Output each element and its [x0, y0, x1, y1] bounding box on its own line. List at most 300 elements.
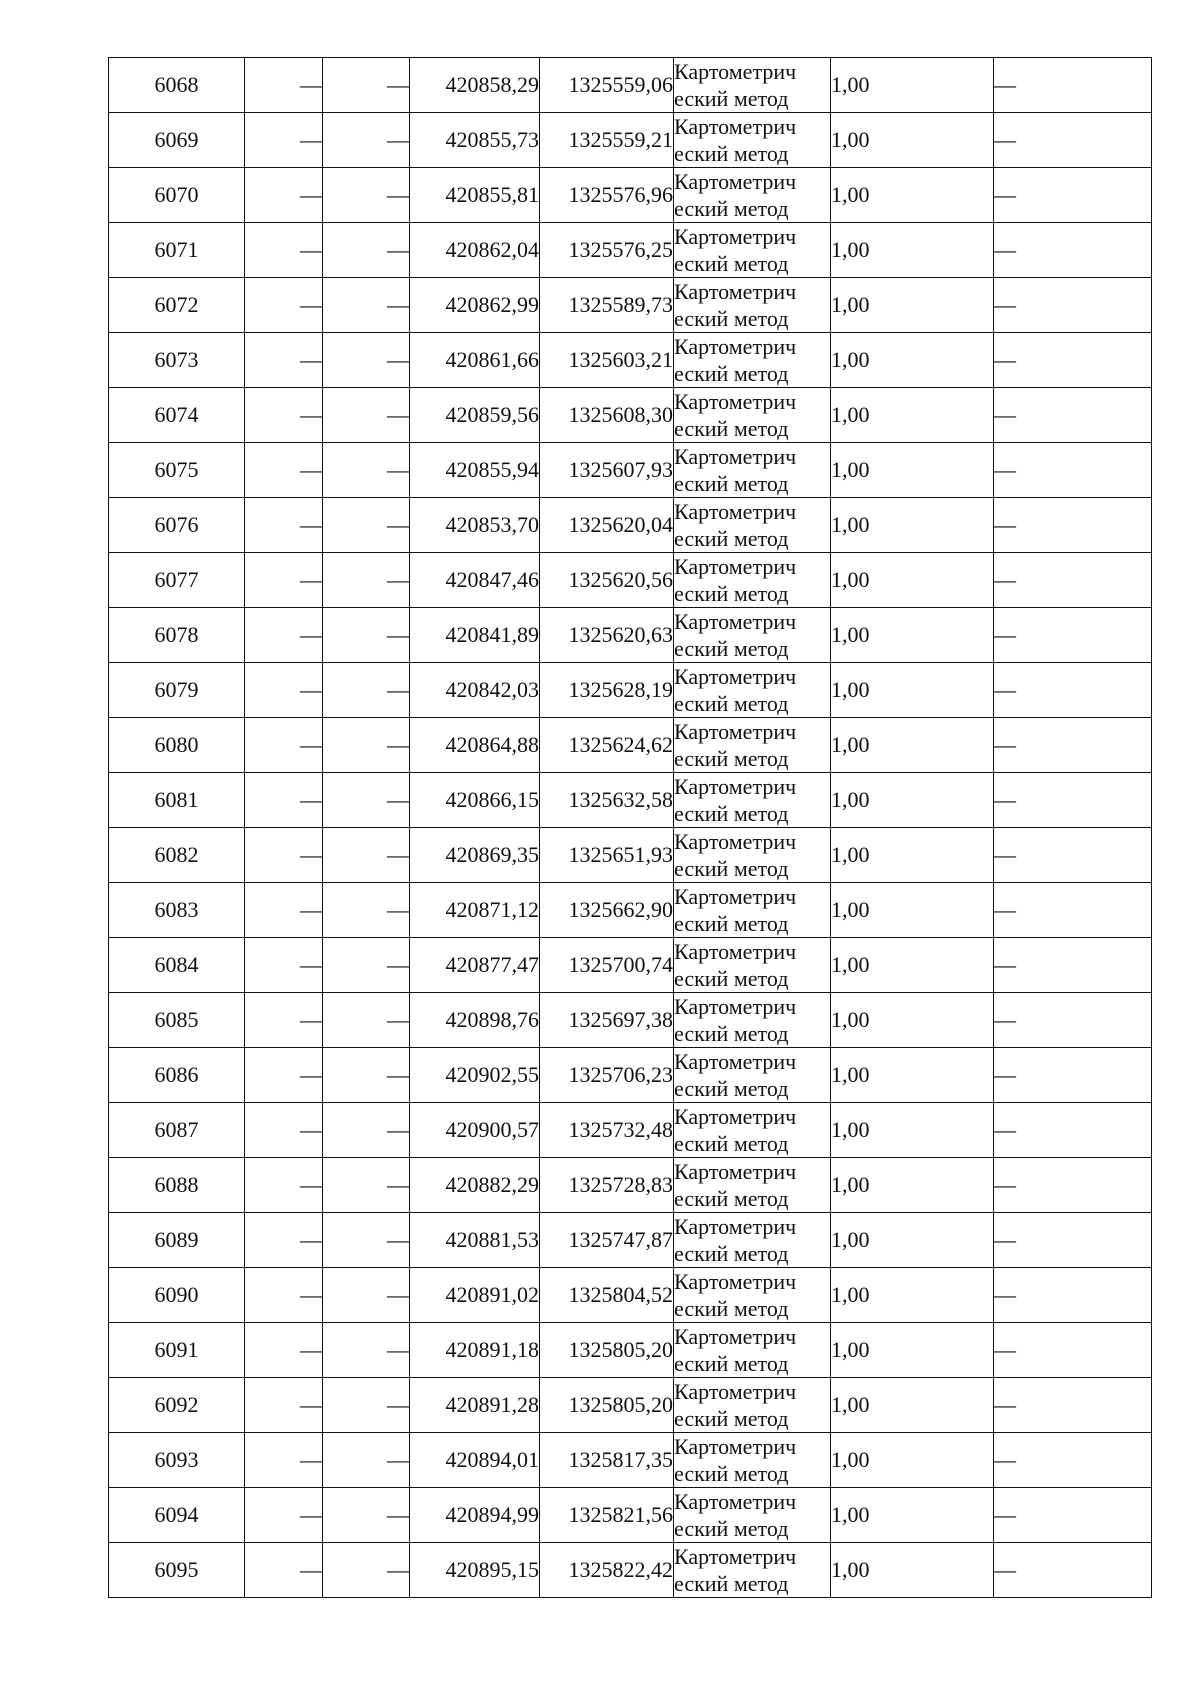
table-row [109, 828, 1152, 883]
description-cell: — [994, 1268, 1152, 1323]
y-coordinate-cell: 1325697,38 [540, 993, 674, 1048]
y-coordinate-cell: 1325804,52 [540, 1268, 674, 1323]
table-row [109, 113, 1152, 168]
table-row [109, 58, 1152, 113]
point-number-cell: 6095 [109, 1543, 245, 1598]
description-cell: — [994, 773, 1152, 828]
description-cell: — [994, 498, 1152, 553]
accuracy-cell: 1,00 [831, 1213, 994, 1268]
empty-value-cell: — [245, 333, 323, 388]
y-coordinate-cell: 1325662,90 [540, 883, 674, 938]
method-label-line1: Картометрич [674, 664, 797, 689]
x-coordinate-cell: 420859,56 [410, 388, 540, 443]
y-coordinate-cell: 1325576,25 [540, 223, 674, 278]
accuracy-cell: 1,00 [831, 333, 994, 388]
empty-value-cell: — [245, 1158, 323, 1213]
y-coordinate-cell: 1325624,62 [540, 718, 674, 773]
accuracy-cell: 1,00 [831, 388, 994, 443]
method-label-line2: еский метод [674, 1241, 789, 1266]
method-label-line2: еский метод [674, 141, 789, 166]
point-number-cell: 6068 [109, 58, 245, 113]
method-cell [674, 498, 831, 553]
description-cell: — [994, 1213, 1152, 1268]
point-number-cell: 6071 [109, 223, 245, 278]
method-label-line2: еский метод [674, 1516, 789, 1541]
point-number-cell: 6079 [109, 663, 245, 718]
x-coordinate-cell: 420871,12 [410, 883, 540, 938]
empty-value-cell: — [245, 113, 323, 168]
accuracy-cell: 1,00 [831, 1543, 994, 1598]
method-label-line1: Картометрич [674, 774, 797, 799]
method-label-line1: Картометрич [674, 1544, 797, 1569]
empty-value-cell: — [323, 1268, 410, 1323]
method-label-line1: Картометрич [674, 719, 797, 744]
empty-value-cell: — [245, 58, 323, 113]
table-row [109, 1543, 1152, 1598]
point-number-cell: 6093 [109, 1433, 245, 1488]
method-label-line2: еский метод [674, 966, 789, 991]
y-coordinate-cell: 1325559,21 [540, 113, 674, 168]
method-label-line1: Картометрич [674, 389, 797, 414]
point-number-cell: 6083 [109, 883, 245, 938]
description-cell: — [994, 113, 1152, 168]
method-label-line1: Картометрич [674, 829, 797, 854]
y-coordinate-cell: 1325608,30 [540, 388, 674, 443]
empty-value-cell: — [245, 993, 323, 1048]
y-coordinate-cell: 1325728,83 [540, 1158, 674, 1213]
method-cell [674, 113, 831, 168]
description-cell: — [994, 1158, 1152, 1213]
accuracy-cell: 1,00 [831, 1158, 994, 1213]
method-label-line1: Картометрич [674, 1159, 797, 1184]
method-label-line2: еский метод [674, 746, 789, 771]
empty-value-cell: — [323, 1488, 410, 1543]
point-number-cell: 6088 [109, 1158, 245, 1213]
method-label-line2: еский метод [674, 691, 789, 716]
table-row [109, 333, 1152, 388]
empty-value-cell: — [245, 498, 323, 553]
empty-value-cell: — [245, 1048, 323, 1103]
empty-value-cell: — [323, 718, 410, 773]
description-cell: — [994, 388, 1152, 443]
table-row [109, 498, 1152, 553]
accuracy-cell: 1,00 [831, 663, 994, 718]
accuracy-cell: 1,00 [831, 113, 994, 168]
table-row [109, 773, 1152, 828]
method-label-line1: Картометрич [674, 1104, 797, 1129]
x-coordinate-cell: 420877,47 [410, 938, 540, 993]
description-cell: — [994, 828, 1152, 883]
table-row [109, 553, 1152, 608]
method-label-line2: еский метод [674, 1186, 789, 1211]
x-coordinate-cell: 420855,81 [410, 168, 540, 223]
accuracy-cell: 1,00 [831, 993, 994, 1048]
table-row [109, 1488, 1152, 1543]
method-cell [674, 1488, 831, 1543]
y-coordinate-cell: 1325603,21 [540, 333, 674, 388]
empty-value-cell: — [323, 1433, 410, 1488]
point-number-cell: 6086 [109, 1048, 245, 1103]
description-cell: — [994, 1103, 1152, 1158]
coordinates-table [108, 57, 1152, 1598]
y-coordinate-cell: 1325628,19 [540, 663, 674, 718]
method-cell [674, 1543, 831, 1598]
accuracy-cell: 1,00 [831, 1323, 994, 1378]
accuracy-cell: 1,00 [831, 278, 994, 333]
table-row [109, 1323, 1152, 1378]
method-label-line1: Картометрич [674, 444, 797, 469]
y-coordinate-cell: 1325817,35 [540, 1433, 674, 1488]
empty-value-cell: — [323, 1543, 410, 1598]
empty-value-cell: — [245, 1323, 323, 1378]
accuracy-cell: 1,00 [831, 58, 994, 113]
empty-value-cell: — [245, 1543, 323, 1598]
empty-value-cell: — [323, 938, 410, 993]
accuracy-cell: 1,00 [831, 553, 994, 608]
method-label-line1: Картометрич [674, 499, 797, 524]
table-row [109, 993, 1152, 1048]
method-label-line1: Картометрич [674, 1379, 797, 1404]
method-cell [674, 388, 831, 443]
description-cell: — [994, 278, 1152, 333]
y-coordinate-cell: 1325822,42 [540, 1543, 674, 1598]
x-coordinate-cell: 420855,73 [410, 113, 540, 168]
empty-value-cell: — [245, 278, 323, 333]
method-label-line1: Картометрич [674, 279, 797, 304]
point-number-cell: 6081 [109, 773, 245, 828]
accuracy-cell: 1,00 [831, 883, 994, 938]
method-label-line1: Картометрич [674, 334, 797, 359]
point-number-cell: 6076 [109, 498, 245, 553]
empty-value-cell: — [245, 1433, 323, 1488]
accuracy-cell: 1,00 [831, 498, 994, 553]
x-coordinate-cell: 420842,03 [410, 663, 540, 718]
point-number-cell: 6073 [109, 333, 245, 388]
table-row [109, 1213, 1152, 1268]
empty-value-cell: — [323, 553, 410, 608]
method-cell [674, 1433, 831, 1488]
y-coordinate-cell: 1325559,06 [540, 58, 674, 113]
accuracy-cell: 1,00 [831, 1103, 994, 1158]
method-cell [674, 773, 831, 828]
method-label-line2: еский метод [674, 251, 789, 276]
accuracy-cell: 1,00 [831, 1378, 994, 1433]
method-label-line1: Картометрич [674, 114, 797, 139]
accuracy-cell: 1,00 [831, 773, 994, 828]
empty-value-cell: — [245, 443, 323, 498]
y-coordinate-cell: 1325821,56 [540, 1488, 674, 1543]
point-number-cell: 6090 [109, 1268, 245, 1323]
method-label-line2: еский метод [674, 1571, 789, 1596]
description-cell: — [994, 608, 1152, 663]
empty-value-cell: — [323, 58, 410, 113]
empty-value-cell: — [323, 828, 410, 883]
method-label-line1: Картометрич [674, 939, 797, 964]
empty-value-cell: — [323, 993, 410, 1048]
empty-value-cell: — [245, 1488, 323, 1543]
table-row [109, 168, 1152, 223]
empty-value-cell: — [245, 168, 323, 223]
accuracy-cell: 1,00 [831, 828, 994, 883]
method-label-line1: Картометрич [674, 169, 797, 194]
x-coordinate-cell: 420869,35 [410, 828, 540, 883]
x-coordinate-cell: 420862,99 [410, 278, 540, 333]
x-coordinate-cell: 420847,46 [410, 553, 540, 608]
description-cell: — [994, 1378, 1152, 1433]
method-label-line2: еский метод [674, 86, 789, 111]
method-cell [674, 1158, 831, 1213]
x-coordinate-cell: 420882,29 [410, 1158, 540, 1213]
y-coordinate-cell: 1325576,96 [540, 168, 674, 223]
table-row [109, 278, 1152, 333]
description-cell: — [994, 553, 1152, 608]
y-coordinate-cell: 1325632,58 [540, 773, 674, 828]
empty-value-cell: — [245, 223, 323, 278]
method-label-line2: еский метод [674, 526, 789, 551]
point-number-cell: 6075 [109, 443, 245, 498]
method-cell [674, 718, 831, 773]
y-coordinate-cell: 1325620,63 [540, 608, 674, 663]
empty-value-cell: — [323, 608, 410, 663]
empty-value-cell: — [245, 718, 323, 773]
method-cell [674, 1048, 831, 1103]
description-cell: — [994, 1433, 1152, 1488]
point-number-cell: 6084 [109, 938, 245, 993]
empty-value-cell: — [323, 1323, 410, 1378]
table-row [109, 1378, 1152, 1433]
empty-value-cell: — [245, 1213, 323, 1268]
method-label-line2: еский метод [674, 196, 789, 221]
method-cell [674, 58, 831, 113]
method-cell [674, 608, 831, 663]
method-cell [674, 828, 831, 883]
empty-value-cell: — [245, 553, 323, 608]
x-coordinate-cell: 420898,76 [410, 993, 540, 1048]
method-cell [674, 1323, 831, 1378]
method-cell [674, 993, 831, 1048]
table-body [109, 58, 1152, 1598]
accuracy-cell: 1,00 [831, 1488, 994, 1543]
x-coordinate-cell: 420895,15 [410, 1543, 540, 1598]
y-coordinate-cell: 1325706,23 [540, 1048, 674, 1103]
method-cell [674, 1213, 831, 1268]
x-coordinate-cell: 420891,18 [410, 1323, 540, 1378]
method-label-line2: еский метод [674, 911, 789, 936]
method-label-line2: еский метод [674, 1076, 789, 1101]
accuracy-cell: 1,00 [831, 608, 994, 663]
method-label-line2: еский метод [674, 801, 789, 826]
method-label-line2: еский метод [674, 1461, 789, 1486]
accuracy-cell: 1,00 [831, 1268, 994, 1323]
method-label-line1: Картометрич [674, 1214, 797, 1239]
method-label-line2: еский метод [674, 306, 789, 331]
method-label-line2: еский метод [674, 1021, 789, 1046]
table-row [109, 223, 1152, 278]
table-row [109, 1103, 1152, 1158]
point-number-cell: 6094 [109, 1488, 245, 1543]
method-cell [674, 663, 831, 718]
method-label-line2: еский метод [674, 361, 789, 386]
point-number-cell: 6070 [109, 168, 245, 223]
x-coordinate-cell: 420855,94 [410, 443, 540, 498]
point-number-cell: 6072 [109, 278, 245, 333]
accuracy-cell: 1,00 [831, 443, 994, 498]
point-number-cell: 6077 [109, 553, 245, 608]
table-row [109, 1268, 1152, 1323]
empty-value-cell: — [323, 388, 410, 443]
x-coordinate-cell: 420894,99 [410, 1488, 540, 1543]
method-cell [674, 1103, 831, 1158]
y-coordinate-cell: 1325732,48 [540, 1103, 674, 1158]
method-label-line1: Картометрич [674, 1434, 797, 1459]
method-cell [674, 1378, 831, 1433]
method-label-line1: Картометрич [674, 1489, 797, 1514]
y-coordinate-cell: 1325805,20 [540, 1378, 674, 1433]
point-number-cell: 6089 [109, 1213, 245, 1268]
y-coordinate-cell: 1325620,56 [540, 553, 674, 608]
description-cell: — [994, 718, 1152, 773]
table-row [109, 663, 1152, 718]
description-cell: — [994, 1323, 1152, 1378]
method-cell [674, 938, 831, 993]
empty-value-cell: — [323, 1158, 410, 1213]
description-cell: — [994, 938, 1152, 993]
method-label-line1: Картометрич [674, 554, 797, 579]
y-coordinate-cell: 1325805,20 [540, 1323, 674, 1378]
x-coordinate-cell: 420841,89 [410, 608, 540, 663]
empty-value-cell: — [245, 883, 323, 938]
empty-value-cell: — [323, 663, 410, 718]
point-number-cell: 6087 [109, 1103, 245, 1158]
empty-value-cell: — [245, 608, 323, 663]
method-label-line2: еский метод [674, 1296, 789, 1321]
empty-value-cell: — [245, 1103, 323, 1158]
empty-value-cell: — [323, 168, 410, 223]
method-cell [674, 883, 831, 938]
description-cell: — [994, 223, 1152, 278]
empty-value-cell: — [323, 443, 410, 498]
method-label-line1: Картометрич [674, 994, 797, 1019]
y-coordinate-cell: 1325620,04 [540, 498, 674, 553]
method-label-line1: Картометрич [674, 884, 797, 909]
description-cell: — [994, 333, 1152, 388]
description-cell: — [994, 1488, 1152, 1543]
empty-value-cell: — [323, 278, 410, 333]
point-number-cell: 6082 [109, 828, 245, 883]
description-cell: — [994, 1048, 1152, 1103]
method-label-line1: Картометрич [674, 1049, 797, 1074]
point-number-cell: 6080 [109, 718, 245, 773]
description-cell: — [994, 443, 1152, 498]
empty-value-cell: — [245, 388, 323, 443]
x-coordinate-cell: 420902,55 [410, 1048, 540, 1103]
empty-value-cell: — [323, 223, 410, 278]
x-coordinate-cell: 420861,66 [410, 333, 540, 388]
method-label-line2: еский метод [674, 636, 789, 661]
accuracy-cell: 1,00 [831, 718, 994, 773]
description-cell: — [994, 663, 1152, 718]
y-coordinate-cell: 1325589,73 [540, 278, 674, 333]
table-row [109, 388, 1152, 443]
method-cell [674, 168, 831, 223]
method-label-line2: еский метод [674, 1131, 789, 1156]
empty-value-cell: — [245, 773, 323, 828]
empty-value-cell: — [245, 1268, 323, 1323]
method-cell [674, 278, 831, 333]
point-number-cell: 6074 [109, 388, 245, 443]
point-number-cell: 6091 [109, 1323, 245, 1378]
empty-value-cell: — [245, 663, 323, 718]
x-coordinate-cell: 420894,01 [410, 1433, 540, 1488]
method-label-line2: еский метод [674, 416, 789, 441]
table-row [109, 1433, 1152, 1488]
table-row [109, 443, 1152, 498]
empty-value-cell: — [323, 1048, 410, 1103]
x-coordinate-cell: 420900,57 [410, 1103, 540, 1158]
x-coordinate-cell: 420853,70 [410, 498, 540, 553]
method-cell [674, 1268, 831, 1323]
empty-value-cell: — [323, 113, 410, 168]
table-row [109, 718, 1152, 773]
point-number-cell: 6069 [109, 113, 245, 168]
empty-value-cell: — [245, 938, 323, 993]
empty-value-cell: — [323, 498, 410, 553]
accuracy-cell: 1,00 [831, 1048, 994, 1103]
method-cell [674, 553, 831, 608]
empty-value-cell: — [323, 333, 410, 388]
x-coordinate-cell: 420862,04 [410, 223, 540, 278]
empty-value-cell: — [323, 883, 410, 938]
description-cell: — [994, 1543, 1152, 1598]
y-coordinate-cell: 1325651,93 [540, 828, 674, 883]
method-label-line2: еский метод [674, 856, 789, 881]
x-coordinate-cell: 420891,02 [410, 1268, 540, 1323]
method-label-line2: еский метод [674, 581, 789, 606]
empty-value-cell: — [245, 1378, 323, 1433]
method-label-line1: Картометрич [674, 59, 797, 84]
x-coordinate-cell: 420891,28 [410, 1378, 540, 1433]
method-label-line1: Картометрич [674, 1269, 797, 1294]
empty-value-cell: — [323, 773, 410, 828]
accuracy-cell: 1,00 [831, 1433, 994, 1488]
point-number-cell: 6078 [109, 608, 245, 663]
accuracy-cell: 1,00 [831, 223, 994, 278]
point-number-cell: 6092 [109, 1378, 245, 1433]
method-cell [674, 333, 831, 388]
method-label-line2: еский метод [674, 471, 789, 496]
y-coordinate-cell: 1325607,93 [540, 443, 674, 498]
x-coordinate-cell: 420864,88 [410, 718, 540, 773]
method-label-line2: еский метод [674, 1351, 789, 1376]
method-label-line1: Картометрич [674, 609, 797, 634]
method-cell [674, 443, 831, 498]
empty-value-cell: — [245, 828, 323, 883]
method-label-line1: Картометрич [674, 1324, 797, 1349]
accuracy-cell: 1,00 [831, 938, 994, 993]
table-row [109, 608, 1152, 663]
y-coordinate-cell: 1325747,87 [540, 1213, 674, 1268]
y-coordinate-cell: 1325700,74 [540, 938, 674, 993]
accuracy-cell: 1,00 [831, 168, 994, 223]
description-cell: — [994, 993, 1152, 1048]
table-row [109, 883, 1152, 938]
x-coordinate-cell: 420866,15 [410, 773, 540, 828]
x-coordinate-cell: 420858,29 [410, 58, 540, 113]
empty-value-cell: — [323, 1378, 410, 1433]
empty-value-cell: — [323, 1103, 410, 1158]
description-cell: — [994, 168, 1152, 223]
x-coordinate-cell: 420881,53 [410, 1213, 540, 1268]
